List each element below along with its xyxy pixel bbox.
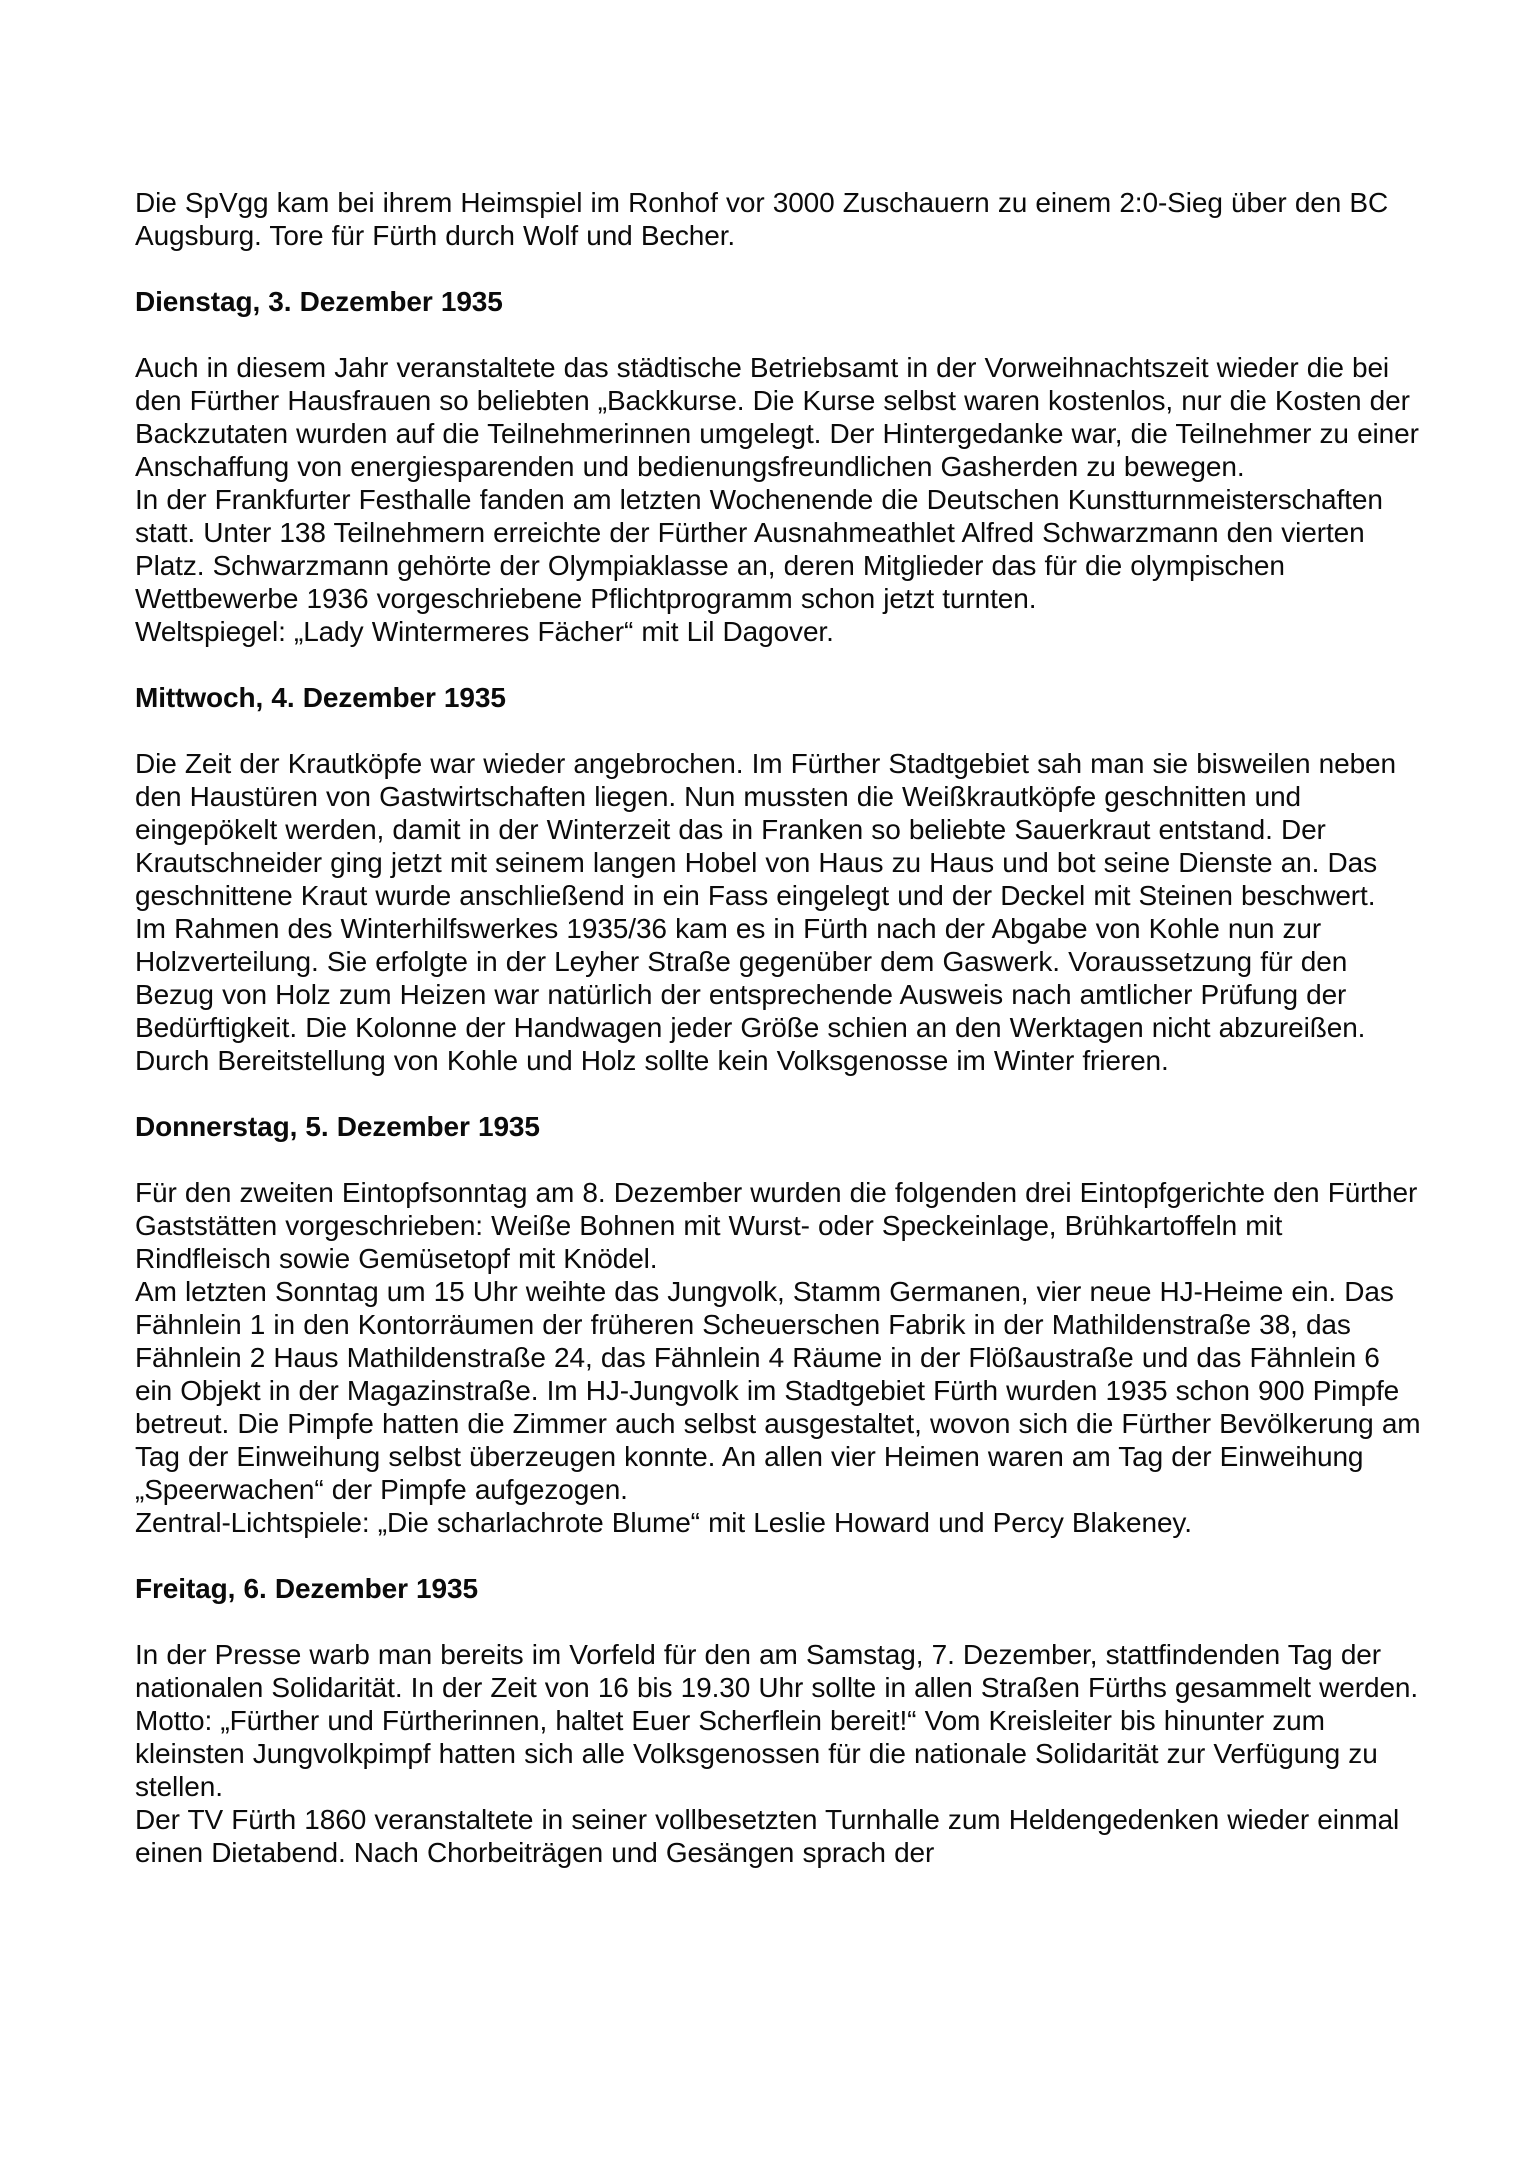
document-body [135, 186, 1423, 1869]
paragraph: Für den zweiten Eintopfsonntag am 8. Dezember wurden die folgenden drei Eintopfgerichte den Fürther Gaststätten vorgeschrieben: Weiße Bohnen mit Wurst- oder Speckeinlage, Brühkartoffeln mit Rindfleisch sowie Gemüsetopf mit Knödel. [135, 1177, 1418, 1274]
section-heading: Freitag, 6. Dezember 1935 [135, 1573, 478, 1604]
paragraph: Weltspiegel: „Lady Wintermeres Fächer“ mit Lil Dagover. [135, 616, 834, 647]
section-dienstag [135, 285, 1423, 648]
paragraph: Auch in diesem Jahr veranstaltete das städtische Betriebsamt in der Vorweihnachtszeit wieder die bei den Fürther Hausfrauen so beliebten „Backkurse. Die Kurse selbst waren kostenlos, nur die Kosten der Backzutaten wurden auf die Teilnehmerinnen umgelegt. Der Hintergedanke war, die Teilnehmer zu einer Anschaffung von energiesparenden und bedienungsfreundlichen Gasherden zu bewegen. [135, 352, 1419, 482]
paragraph: Zentral-Lichtspiele: „Die scharlachrote Blume“ mit Leslie Howard und Percy Blakeney. [135, 1507, 1192, 1538]
paragraph: In der Presse warb man bereits im Vorfeld für den am Samstag, 7. Dezember, stattfindenden Tag der nationalen Solidarität. In der Zeit von 16 bis 19.30 Uhr sollte in allen Straßen Fürths gesammelt werden. Motto: „Fürther und Fürtherinnen, haltet Euer Scherflein bereit!“ Vom Kreisleiter bis hinunter zum kleinsten Jungvolkpimpf hatten sich alle Volksgenossen für die nationale Solidarität zur Verfügung zu stellen. [135, 1639, 1419, 1802]
paragraph: In der Frankfurter Festhalle fanden am letzten Wochenende die Deutschen Kunstturnmeisterschaften statt. Unter 138 Teilnehmern erreichte der Fürther Ausnahmeathlet Alfred Schwarzmann den vierten Platz. Schwarzmann gehörte der Olympiaklasse an, deren Mitglieder das für die olympischen Wettbewerbe 1936 vorgeschriebene Pflichtprogramm schon jetzt turnten. [135, 484, 1383, 614]
paragraph: Am letzten Sonntag um 15 Uhr weihte das Jungvolk, Stamm Germanen, vier neue HJ-Heime ein. Das Fähnlein 1 in den Kontorräumen der früheren Scheuerschen Fabrik in der Mathildenstraße 38, das Fähnlein 2 Haus Mathildenstraße 24, das Fähnlein 4 Räume in der Flößaustraße und das Fähnlein 6 ein Objekt in der Magazinstraße. Im HJ-Jungvolk im Stadtgebiet Fürth wurden 1935 schon 900 Pimpfe betreut. Die Pimpfe hatten die Zimmer auch selbst ausgestaltet, wovon sich die Fürther Bevölkerung am Tag der Einweihung selbst überzeugen konnte. An allen vier Heimen waren am Tag der Einweihung „Speerwachen“ der Pimpfe aufgezogen. [135, 1276, 1421, 1505]
section-donnerstag [135, 1110, 1423, 1539]
section-freitag [135, 1572, 1423, 1869]
paragraph: Die Zeit der Krautköpfe war wieder angebrochen. Im Fürther Stadtgebiet sah man sie bisweilen neben den Haustüren von Gastwirtschaften liegen. Nun mussten die Weißkrautköpfe geschnitten und eingepökelt werden, damit in der Winterzeit das in Franken so beliebte Sauerkraut entstand. Der Krautschneider ging jetzt mit seinem langen Hobel von Haus zu Haus und bot seine Dienste an. Das geschnittene Kraut wurde anschließend in ein Fass eingelegt und der Deckel mit Steinen beschwert. [135, 748, 1397, 911]
section-heading: Donnerstag, 5. Dezember 1935 [135, 1111, 540, 1142]
paragraph: Der TV Fürth 1860 veranstaltete in seiner vollbesetzten Turnhalle zum Heldengedenken wieder einmal einen Dietabend. Nach Chorbeiträgen und Gesängen sprach der [135, 1804, 1400, 1868]
section-mittwoch [135, 681, 1423, 1077]
section-heading: Mittwoch, 4. Dezember 1935 [135, 682, 506, 713]
intro-paragraph: Die SpVgg kam bei ihrem Heimspiel im Ronhof vor 3000 Zuschauern zu einem 2:0-Sieg über den BC Augsburg. Tore für Fürth durch Wolf und Becher. [135, 187, 1389, 251]
section-heading: Dienstag, 3. Dezember 1935 [135, 286, 503, 317]
paragraph: Im Rahmen des Winterhilfswerkes 1935/36 kam es in Fürth nach der Abgabe von Kohle nun zur Holzverteilung. Sie erfolgte in der Leyher Straße gegenüber dem Gaswerk. Voraussetzung für den Bezug von Holz zum Heizen war natürlich der entsprechende Ausweis nach amtlicher Prüfung der Bedürftigkeit. Die Kolonne der Handwagen jeder Größe schien an den Werktagen nicht abzureißen. Durch Bereitstellung von Kohle und Holz sollte kein Volksgenosse im Winter frieren. [135, 913, 1366, 1076]
